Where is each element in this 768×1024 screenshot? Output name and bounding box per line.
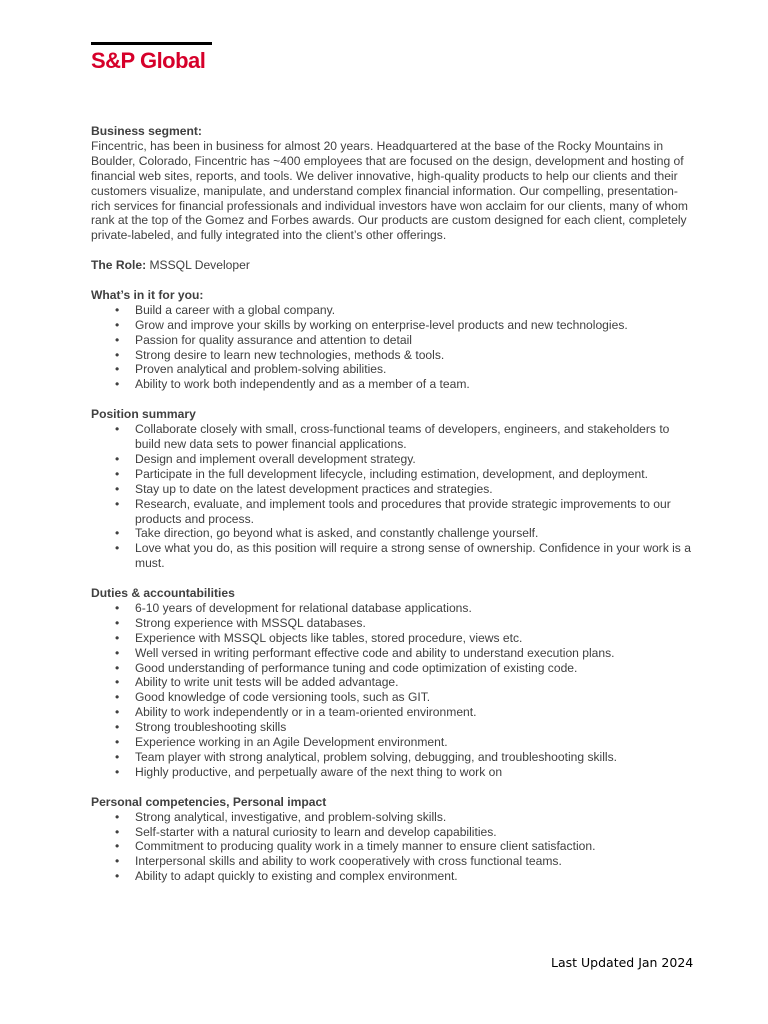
spacer: [91, 571, 691, 586]
list-item: • Strong experience with MSSQL databases.: [91, 616, 691, 631]
list-item: • Good understanding of performance tuning and code optimization of existing code.: [91, 661, 691, 676]
list-item: • Team player with strong analytical, problem solving, debugging, and troubleshooting skills.: [91, 750, 691, 765]
list-item: • Ability to work both independently and as a member of a team.: [91, 377, 691, 392]
list-item: • Interpersonal skills and ability to work cooperatively with cross functional teams.: [91, 854, 691, 869]
list-item: • Stay up to date on the latest development practices and strategies.: [91, 482, 691, 497]
duties-heading: Duties & accountabilities: [91, 586, 235, 601]
spacer: [91, 243, 691, 258]
list-item: • Design and implement overall development strategy.: [91, 452, 691, 467]
role-value: MSSQL Developer: [146, 258, 250, 273]
document-body: [91, 124, 691, 884]
list-item: • Grow and improve your skills by working on enterprise-level products and new technologies.: [91, 318, 691, 333]
list-item: • Participate in the full development lifecycle, including estimation, development, and deployment.: [91, 467, 691, 482]
business-segment-heading: Business segment:: [91, 124, 202, 138]
list-item: • Collaborate closely with small, cross-functional teams of developers, engineers, and stakeholders to build new data sets to power financial applications.: [91, 422, 691, 452]
position-summary-heading: Position summary: [91, 407, 196, 422]
spacer: [91, 780, 691, 795]
competencies-heading: Personal competencies, Personal impact: [91, 794, 327, 809]
duties-list: [91, 601, 691, 780]
list-item: • Self-starter with a natural curiosity to learn and develop capabilities.: [91, 825, 691, 840]
business-segment-text: Fincentric, has been in business for almost 20 years. Headquartered at the base of the Rocky Mountains in Boulder, Colorado, Fincentric has ~400 employees that are focused on the design, development and hosting of financial web sites, reports, and tools. We deliver innovative, high-quality products to help our clients and their customers visualize, manipulate, and understand complex financial information. Our compelling, presentation-rich services for financial professionals and individual investors have won acclaim for our clients, many of whom rank at the top of the Gomez and Forbes awards. Our products are custom designed for each client, completely private-labeled, and fully integrated into the client’s other offerings.: [91, 138, 688, 243]
list-item: • Love what you do, as this position will require a strong sense of ownership. Confidence in your work is a must.: [91, 541, 691, 571]
list-item: • Strong troubleshooting skills: [91, 720, 691, 735]
list-item: • Strong desire to learn new technologies, methods & tools.: [91, 348, 691, 363]
role-line: [91, 258, 691, 273]
for-you-list: [91, 303, 691, 392]
logo-bar: [91, 42, 212, 45]
spacer: [91, 392, 691, 407]
list-item: • 6-10 years of development for relational database applications.: [91, 601, 691, 616]
list-item: • Take direction, go beyond what is asked, and constantly challenge yourself.: [91, 526, 691, 541]
list-item: • Experience working in an Agile Development environment.: [91, 735, 691, 750]
list-item: • Commitment to producing quality work in a timely manner to ensure client satisfaction.: [91, 839, 691, 854]
list-item: • Ability to write unit tests will be added advantage.: [91, 675, 691, 690]
role-label: The Role:: [91, 258, 147, 273]
logo-text: S&P Global: [91, 48, 206, 73]
list-item: • Well versed in writing performant effective code and ability to understand execution plans.: [91, 646, 691, 661]
competencies-list: [91, 810, 691, 885]
list-item: • Passion for quality assurance and attention to detail: [91, 333, 691, 348]
list-item: • Build a career with a global company.: [91, 303, 691, 318]
list-item: • Highly productive, and perpetually aware of the next thing to work on: [91, 765, 691, 780]
list-item: • Research, evaluate, and implement tools and procedures that provide strategic improvements to our products and process.: [91, 497, 691, 527]
list-item: • Good knowledge of code versioning tools, such as GIT.: [91, 690, 691, 705]
for-you-heading: What’s in it for you:: [91, 287, 204, 302]
position-summary-list: [91, 422, 691, 571]
list-item: • Proven analytical and problem-solving abilities.: [91, 362, 691, 377]
list-item: • Experience with MSSQL objects like tables, stored procedure, views etc.: [91, 631, 691, 646]
sp-global-logo: [91, 42, 212, 74]
spacer: [91, 273, 691, 288]
list-item: • Ability to adapt quickly to existing and complex environment.: [91, 869, 691, 884]
last-updated-footer: Last Updated Jan 2024: [551, 955, 694, 970]
list-item: • Ability to work independently or in a team-oriented environment.: [91, 705, 691, 720]
list-item: • Strong analytical, investigative, and problem-solving skills.: [91, 810, 691, 825]
